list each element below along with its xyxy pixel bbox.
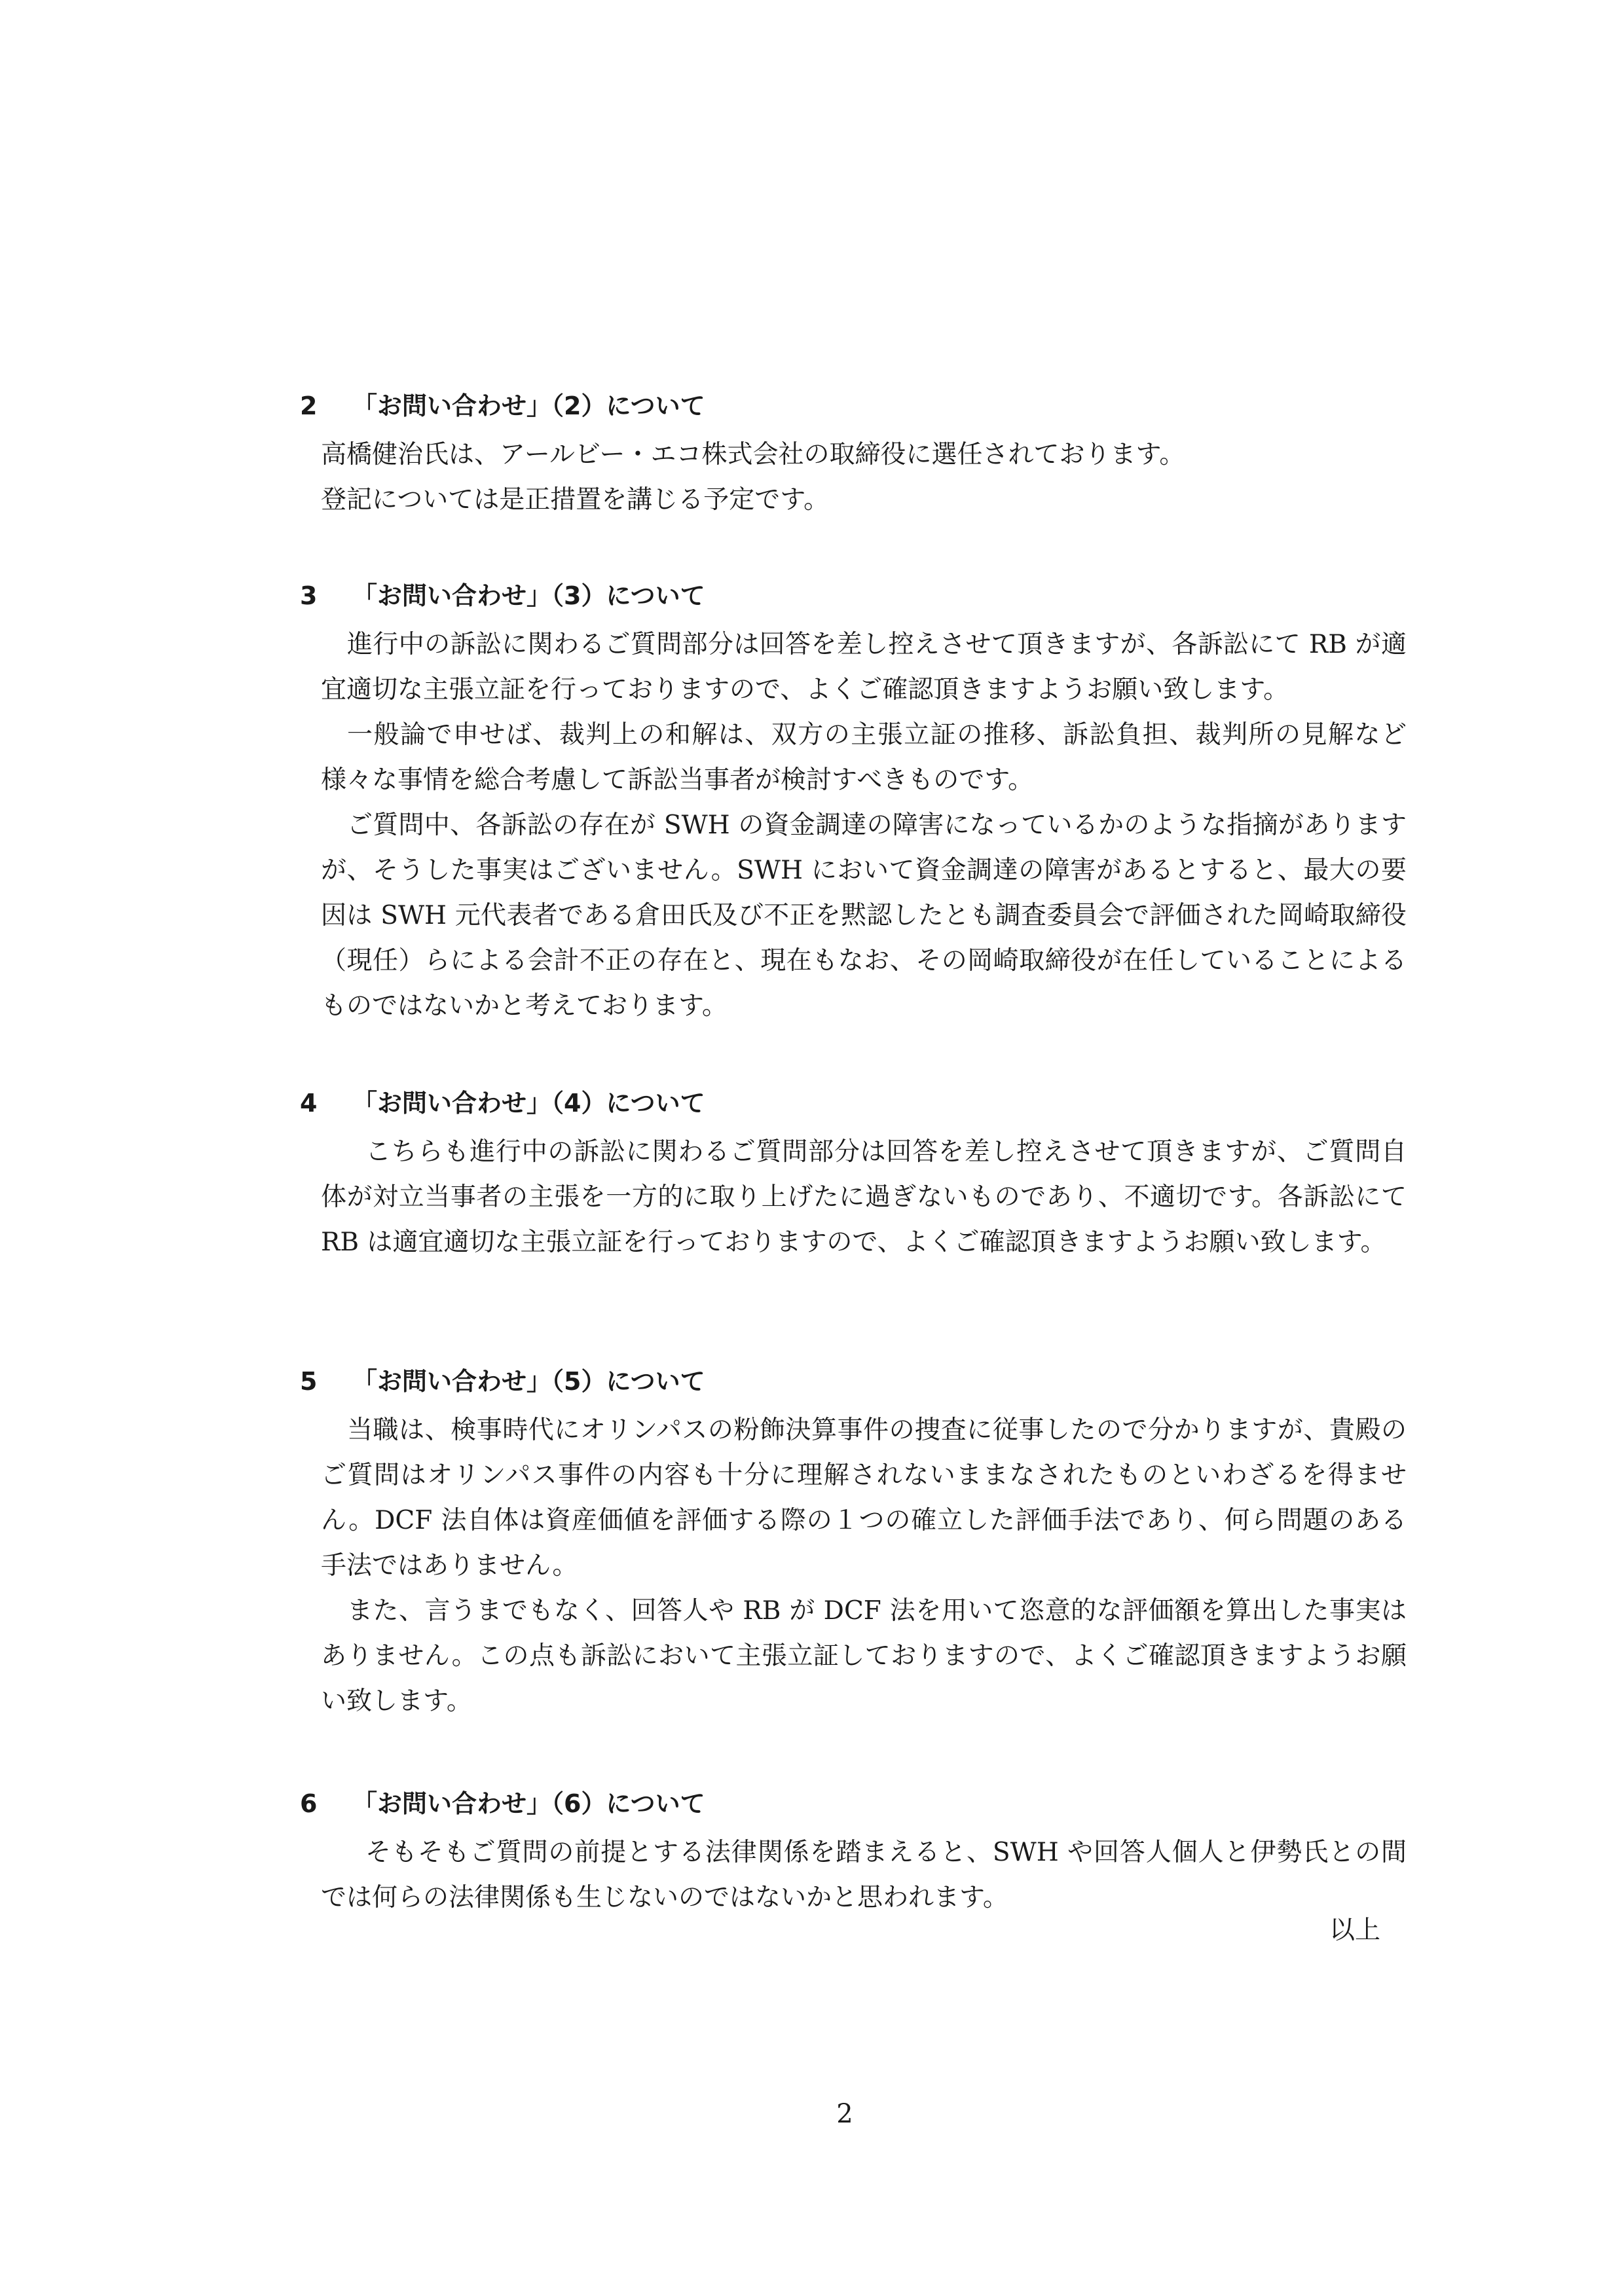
section-6 (300, 1777, 1413, 1920)
paragraph: 高橋健治氏は、アールビー・エコ株式会社の取締役に選任されております。 (321, 440, 1185, 469)
page-number: 2 (836, 2099, 853, 2129)
section-3 (300, 570, 1413, 1029)
closing-mark: 以上 (1329, 1916, 1380, 1945)
section-heading (300, 1355, 1413, 1408)
section-title: 「お問い合わせ」（4）について (352, 1089, 705, 1118)
paragraph: ご質問中、各訴訟の存在が SWH の資金調達の障害になっているかのような指摘がありますが、そうした事実はございません。SWH において資金調達の障害があるとすると、最大の要因は SWH 元代表者である倉田氏及び不正を黙認したとも調査委員会で評価された岡崎取締役（現任）らによる会計不正の存在と、現在もなお、その岡崎取締役が在任していることによるものではないかと考えております。 (321, 811, 1407, 1021)
paragraph: 当職は、検事時代にオリンパスの粉飾決算事件の捜査に従事したので分かりますが、貴殿のご質問はオリンパス事件の内容も十分に理解されないままなされたものといわざるを得ません。DCF 法自体は資産価値を評価する際の１つの確立した評価手法であり、何ら問題のある手法ではありません。 (321, 1415, 1407, 1580)
section-number: 6 (300, 1789, 318, 1818)
paragraph: こちらも進行中の訴訟に関わるご質問部分は回答を差し控えさせて頂きますが、ご質問自体が対立当事者の主張を一方的に取り上げたに過ぎないものであり、不適切です。各訴訟にて RB は適宜適切な主張立証を行っておりますので、よくご確認頂きますようお願い致します。 (321, 1137, 1407, 1257)
section-title: 「お問い合わせ」（2）について (352, 392, 705, 420)
paragraph: また、言うまでもなく、回答人や RB が DCF 法を用いて恣意的な評価額を算出した事実はありません。この点も訴訟において主張立証しておりますので、よくご確認頂きますようお願い致します。 (321, 1596, 1407, 1716)
section-heading (300, 1077, 1413, 1129)
section-heading (300, 1777, 1413, 1830)
section-number: 2 (300, 392, 318, 420)
section-4 (300, 1077, 1413, 1265)
section-title: 「お問い合わせ」（5）について (352, 1367, 705, 1396)
section-heading (300, 380, 1413, 432)
section-5 (300, 1355, 1413, 1724)
paragraph: 一般論で申せば、裁判上の和解は、双方の主張立証の推移、訴訟負担、裁判所の見解など様々な事情を総合考慮して訴訟当事者が検討すべきものです。 (321, 720, 1407, 795)
section-heading (300, 570, 1413, 622)
section-body (300, 622, 1413, 1029)
section-body (300, 1408, 1413, 1724)
section-number: 3 (300, 581, 318, 610)
section-body (300, 432, 1413, 522)
section-title: 「お問い合わせ」（6）について (352, 1789, 705, 1818)
paragraph: 登記については是正措置を講じる予定です。 (321, 485, 830, 515)
section-body (300, 1830, 1413, 1920)
section-body (300, 1129, 1413, 1265)
paragraph: 進行中の訴訟に関わるご質問部分は回答を差し控えさせて頂きますが、各訴訟にて RB が適宜適切な主張立証を行っておりますので、よくご確認頂きますようお願い致します。 (321, 630, 1407, 704)
section-title: 「お問い合わせ」（3）について (352, 581, 705, 610)
section-2 (300, 380, 1413, 522)
section-number: 5 (300, 1367, 318, 1396)
paragraph: そもそもご質問の前提とする法律関係を踏まえると、SWH や回答人個人と伊勢氏との間では何らの法律関係も生じないのではないかと思われます。 (321, 1838, 1407, 1912)
section-number: 4 (300, 1089, 318, 1118)
